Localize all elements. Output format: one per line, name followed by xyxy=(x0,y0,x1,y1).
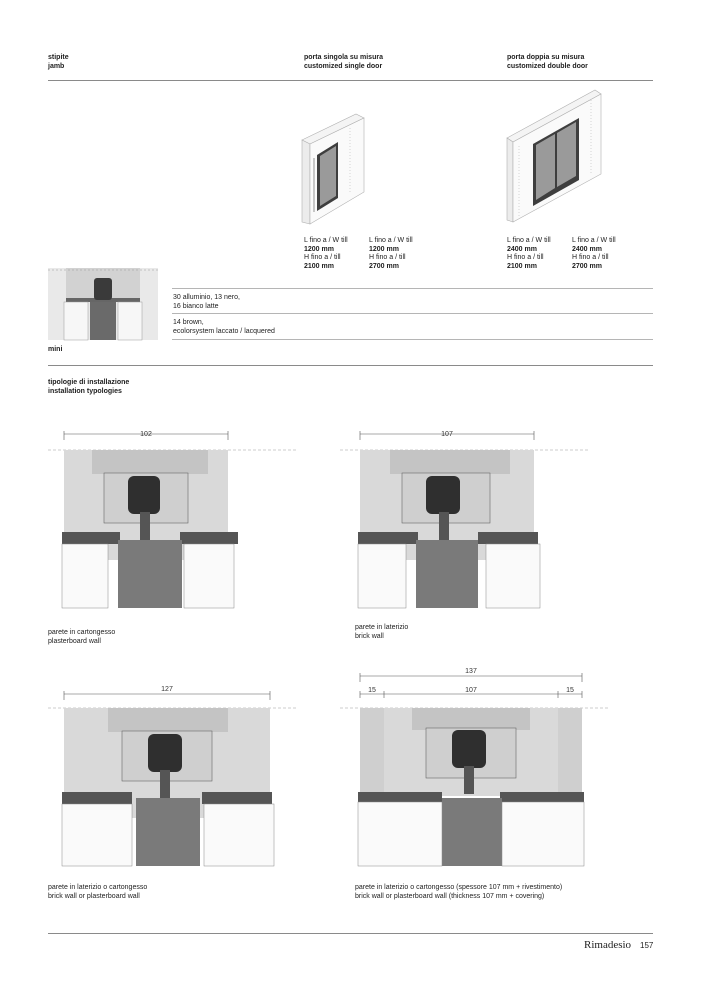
dimension-label-3: 127 xyxy=(161,686,173,693)
single-spec-b: L fino a / W till 1200 mm H fino a / till 2700 mm xyxy=(369,237,413,270)
double-spec-b: L fino a / W till 2400 mm H fino a / till 2700 mm xyxy=(572,237,616,270)
single-spec-a: L fino a / W till 1200 mm H fino a / till 2100 mm xyxy=(304,237,348,270)
finishes-row-2: 14 brown, ecolorsystem laccato / lacquered xyxy=(173,319,275,335)
dimension-label-4-right: 15 xyxy=(566,687,574,694)
section-drawing-4 xyxy=(340,668,610,868)
footer-divider xyxy=(48,933,653,934)
header-jamb-it: stipite xyxy=(48,54,69,61)
header-divider xyxy=(48,80,653,81)
dimension-label-4-left: 15 xyxy=(368,687,376,694)
page-number: 157 xyxy=(640,941,654,950)
installation-title: tipologie di installazione installation typologies xyxy=(48,379,130,395)
dimension-label-2: 107 xyxy=(441,431,453,438)
dimension-label-4-mid: 107 xyxy=(465,687,477,694)
header-single-en: customized single door xyxy=(304,63,383,70)
dimension-label-1: 102 xyxy=(140,431,152,438)
caption-1: parete in cartongesso plasterboard wall xyxy=(48,629,116,645)
header-single-it: porta singola su misura xyxy=(304,54,383,61)
header-single-door xyxy=(304,53,383,71)
section-divider xyxy=(48,365,653,366)
header-double-en: customized double door xyxy=(507,63,588,70)
header-double-it: porta doppia su misura xyxy=(507,54,585,61)
finishes-row-1: 30 alluminio, 13 nero, 16 bianco latte xyxy=(173,294,240,310)
caption-3: parete in laterizio o cartongesso brick wall or plasterboard wall xyxy=(48,884,148,900)
finishes-line-2 xyxy=(172,313,653,314)
section-drawing-1 xyxy=(48,428,298,613)
header-jamb-en: jamb xyxy=(48,63,65,70)
dimension-label-4-total: 137 xyxy=(465,668,477,675)
header-double-door xyxy=(507,53,588,71)
jamb-thumbnail xyxy=(48,268,158,340)
caption-2: parete in laterizio brick wall xyxy=(355,624,409,640)
section-drawing-2 xyxy=(340,428,590,613)
brand-logo: Rimadesio xyxy=(584,939,632,951)
finishes-line-3 xyxy=(172,339,653,340)
header-jamb xyxy=(48,53,69,71)
double-door-illustration xyxy=(505,88,605,228)
finishes-line-1 xyxy=(172,288,653,289)
caption-4: parete in laterizio o cartongesso (spessore 107 mm + rivestimento) brick wall or plasterboard wall (thickness 107 mm + covering) xyxy=(355,884,563,900)
section-drawing-3 xyxy=(48,688,298,868)
jamb-name: mini xyxy=(48,346,63,353)
single-door-illustration xyxy=(300,112,370,227)
double-spec-a: L fino a / W till 2400 mm H fino a / till 2100 mm xyxy=(507,237,551,270)
